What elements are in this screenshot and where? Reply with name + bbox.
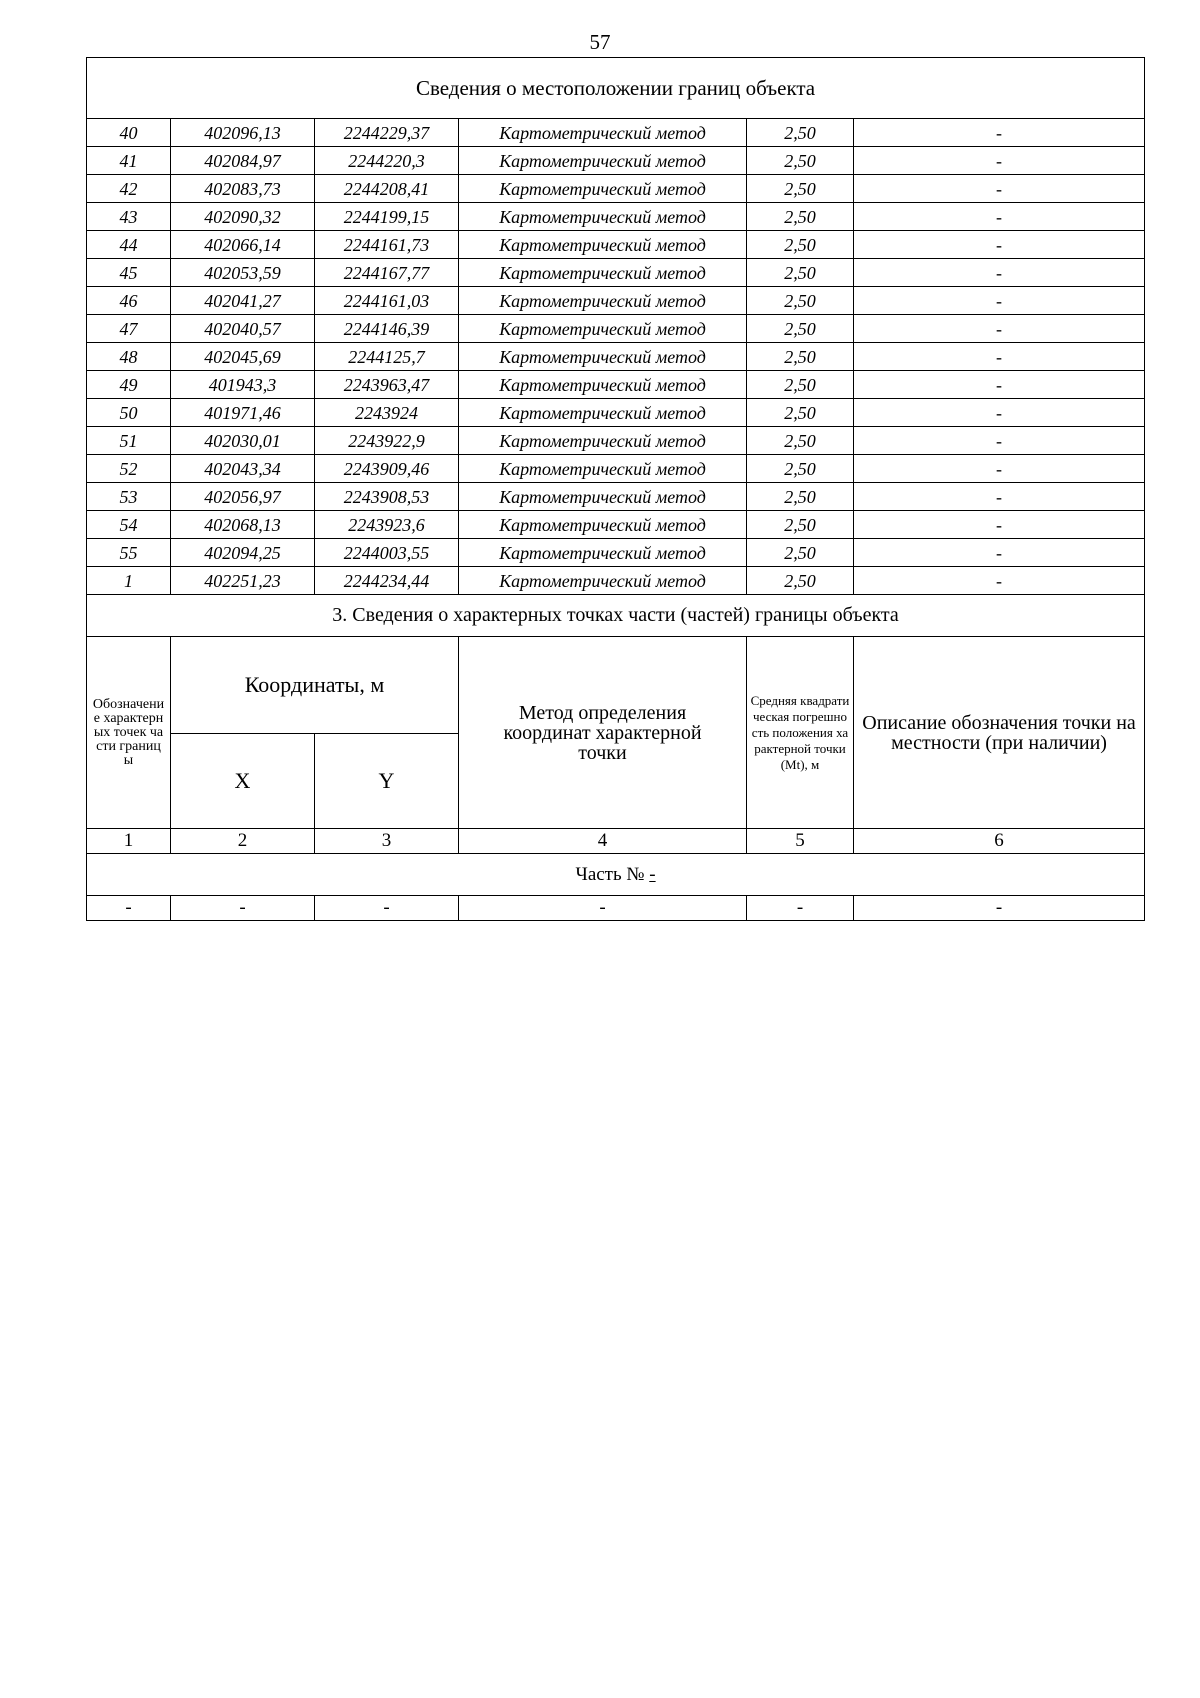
mt-value: 2,50	[747, 315, 854, 343]
method: Картометрический метод	[459, 427, 747, 455]
header-method-text: Метод определения координат характерной точки	[503, 701, 702, 764]
empty-cell: -	[315, 896, 459, 921]
description: -	[854, 343, 1145, 371]
description: -	[854, 287, 1145, 315]
point-number: 49	[87, 371, 171, 399]
mt-value: 2,50	[747, 511, 854, 539]
x-coordinate: 402251,23	[171, 567, 315, 595]
mt-value: 2,50	[747, 371, 854, 399]
table-row	[87, 287, 1145, 315]
point-number: 44	[87, 231, 171, 259]
method: Картометрический метод	[459, 455, 747, 483]
method: Картометрический метод	[459, 287, 747, 315]
method: Картометрический метод	[459, 483, 747, 511]
y-coordinate: 2244199,15	[315, 203, 459, 231]
empty-cell: -	[87, 896, 171, 921]
table-row	[87, 539, 1145, 567]
empty-cell: -	[747, 896, 854, 921]
mt-value: 2,50	[747, 259, 854, 287]
boundary-table	[86, 57, 1145, 921]
point-number: 46	[87, 287, 171, 315]
x-coordinate: 401943,3	[171, 371, 315, 399]
empty-cell: -	[854, 896, 1145, 921]
table-row	[87, 119, 1145, 147]
empty-cell: -	[459, 896, 747, 921]
description: -	[854, 567, 1145, 595]
x-coordinate: 402045,69	[171, 343, 315, 371]
description: -	[854, 483, 1145, 511]
point-number: 54	[87, 511, 171, 539]
description: -	[854, 455, 1145, 483]
header-mt	[747, 637, 854, 829]
method: Картометрический метод	[459, 371, 747, 399]
description: -	[854, 539, 1145, 567]
header-x: X	[171, 734, 315, 829]
empty-cell: -	[171, 896, 315, 921]
y-coordinate: 2243908,53	[315, 483, 459, 511]
mt-value: 2,50	[747, 287, 854, 315]
method: Картометрический метод	[459, 511, 747, 539]
mt-value: 2,50	[747, 427, 854, 455]
description: -	[854, 231, 1145, 259]
part-value: -	[649, 863, 656, 885]
y-coordinate: 2244234,44	[315, 567, 459, 595]
x-coordinate: 402083,73	[171, 175, 315, 203]
mt-value: 2,50	[747, 399, 854, 427]
table-row	[87, 203, 1145, 231]
method: Картометрический метод	[459, 203, 747, 231]
mt-value: 2,50	[747, 539, 854, 567]
mt-value: 2,50	[747, 203, 854, 231]
x-coordinate: 402068,13	[171, 511, 315, 539]
header-description: Описание обозначения точки на местности (при наличии)	[854, 637, 1145, 829]
point-number: 53	[87, 483, 171, 511]
y-coordinate: 2244229,37	[315, 119, 459, 147]
section3-header-row	[87, 637, 1145, 734]
method: Картометрический метод	[459, 259, 747, 287]
mt-value: 2,50	[747, 175, 854, 203]
header-point-designation	[87, 637, 171, 829]
table-row	[87, 175, 1145, 203]
x-coordinate: 402094,25	[171, 539, 315, 567]
table-row	[87, 371, 1145, 399]
section3-title: 3. Сведения о характерных точках части (частей) границы объекта	[87, 595, 1145, 637]
section-title: Сведения о местоположении границ объекта	[87, 58, 1145, 119]
method: Картометрический метод	[459, 539, 747, 567]
mt-value: 2,50	[747, 455, 854, 483]
method: Картометрический метод	[459, 343, 747, 371]
section3-title-row	[87, 595, 1145, 637]
point-number: 41	[87, 147, 171, 175]
method: Картометрический метод	[459, 399, 747, 427]
mt-value: 2,50	[747, 343, 854, 371]
column-number: 5	[747, 829, 854, 854]
description: -	[854, 203, 1145, 231]
page-number: 57	[589, 30, 611, 54]
boundary-table-body	[87, 58, 1145, 595]
header-point-designation-text: Обозначение характерных точек части границы	[92, 696, 165, 768]
table-row	[87, 511, 1145, 539]
y-coordinate: 2244208,41	[315, 175, 459, 203]
part-label: Часть №	[575, 863, 645, 885]
table-row	[87, 483, 1145, 511]
column-number-row	[87, 829, 1145, 854]
table-row	[87, 147, 1145, 175]
column-number: 1	[87, 829, 171, 854]
description: -	[854, 259, 1145, 287]
table-row	[87, 455, 1145, 483]
y-coordinate: 2244146,39	[315, 315, 459, 343]
part-cell	[87, 854, 1145, 896]
description: -	[854, 427, 1145, 455]
point-number: 48	[87, 343, 171, 371]
description: -	[854, 315, 1145, 343]
description: -	[854, 119, 1145, 147]
mt-value: 2,50	[747, 483, 854, 511]
method: Картометрический метод	[459, 567, 747, 595]
x-coordinate: 401971,46	[171, 399, 315, 427]
y-coordinate: 2244167,77	[315, 259, 459, 287]
x-coordinate: 402096,13	[171, 119, 315, 147]
description: -	[854, 511, 1145, 539]
y-coordinate: 2243963,47	[315, 371, 459, 399]
method: Картометрический метод	[459, 231, 747, 259]
y-coordinate: 2243909,46	[315, 455, 459, 483]
y-coordinate: 2243922,9	[315, 427, 459, 455]
x-coordinate: 402040,57	[171, 315, 315, 343]
table-row	[87, 315, 1145, 343]
description: -	[854, 399, 1145, 427]
point-number: 40	[87, 119, 171, 147]
method: Картометрический метод	[459, 147, 747, 175]
point-number: 45	[87, 259, 171, 287]
x-coordinate: 402066,14	[171, 231, 315, 259]
table-row	[87, 567, 1145, 595]
point-number: 47	[87, 315, 171, 343]
header-mt-text: Средняя квадратическая погрешность положения характерной точки (Mt), м	[750, 692, 850, 772]
y-coordinate: 2244220,3	[315, 147, 459, 175]
x-coordinate: 402041,27	[171, 287, 315, 315]
table-row	[87, 427, 1145, 455]
method: Картометрический метод	[459, 175, 747, 203]
header-method	[459, 637, 747, 829]
y-coordinate: 2243923,6	[315, 511, 459, 539]
point-number: 52	[87, 455, 171, 483]
table-row	[87, 343, 1145, 371]
point-number: 42	[87, 175, 171, 203]
description: -	[854, 175, 1145, 203]
y-coordinate: 2244161,73	[315, 231, 459, 259]
point-number: 51	[87, 427, 171, 455]
header-coordinates: Координаты, м	[171, 637, 459, 734]
column-number: 4	[459, 829, 747, 854]
point-number: 50	[87, 399, 171, 427]
empty-data-row	[87, 896, 1145, 921]
y-coordinate: 2244161,03	[315, 287, 459, 315]
y-coordinate: 2243924	[315, 399, 459, 427]
header-y: Y	[315, 734, 459, 829]
mt-value: 2,50	[747, 147, 854, 175]
y-coordinate: 2244003,55	[315, 539, 459, 567]
table-row	[87, 399, 1145, 427]
method: Картометрический метод	[459, 119, 747, 147]
point-number: 55	[87, 539, 171, 567]
x-coordinate: 402043,34	[171, 455, 315, 483]
table-row	[87, 259, 1145, 287]
column-number: 6	[854, 829, 1145, 854]
description: -	[854, 147, 1145, 175]
x-coordinate: 402056,97	[171, 483, 315, 511]
description: -	[854, 371, 1145, 399]
x-coordinate: 402090,32	[171, 203, 315, 231]
column-number: 2	[171, 829, 315, 854]
x-coordinate: 402053,59	[171, 259, 315, 287]
part-row	[87, 854, 1145, 896]
section3-table-body	[87, 595, 1145, 921]
method: Картометрический метод	[459, 315, 747, 343]
mt-value: 2,50	[747, 231, 854, 259]
x-coordinate: 402030,01	[171, 427, 315, 455]
point-number: 43	[87, 203, 171, 231]
column-number: 3	[315, 829, 459, 854]
mt-value: 2,50	[747, 567, 854, 595]
point-number: 1	[87, 567, 171, 595]
section-title-row	[87, 58, 1145, 119]
mt-value: 2,50	[747, 119, 854, 147]
x-coordinate: 402084,97	[171, 147, 315, 175]
table-row	[87, 231, 1145, 259]
y-coordinate: 2244125,7	[315, 343, 459, 371]
